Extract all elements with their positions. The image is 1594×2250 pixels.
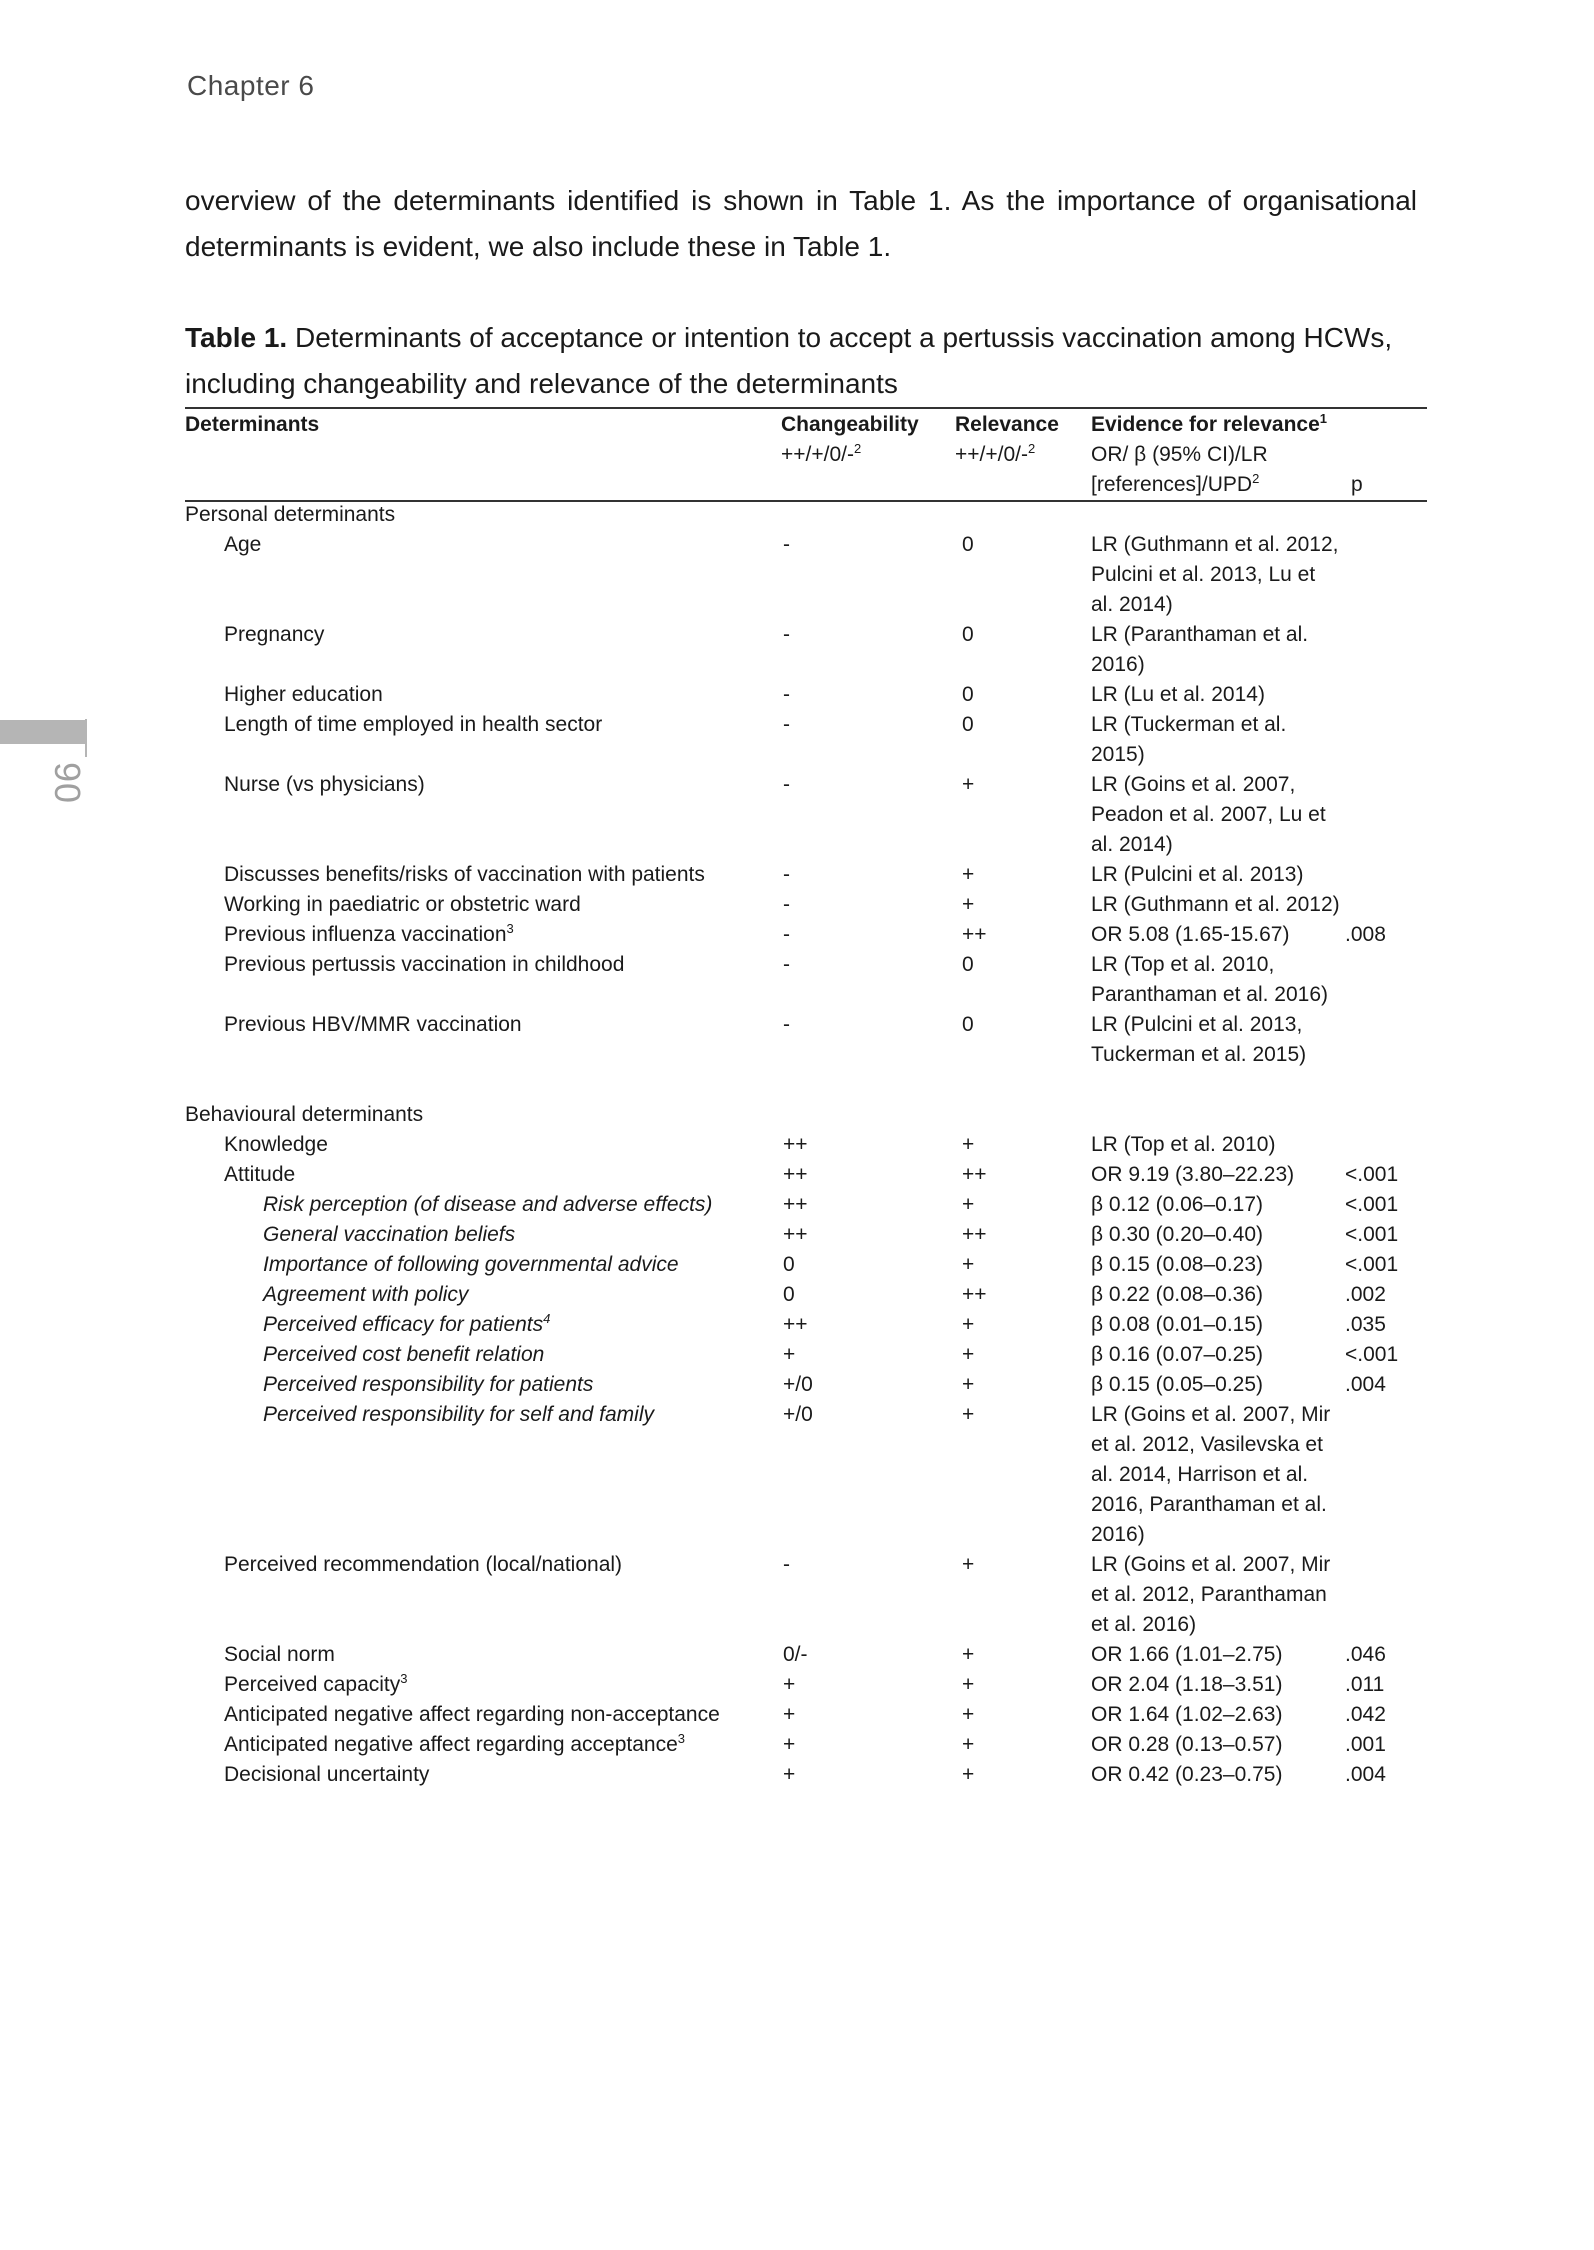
relevance-value: + [962, 1133, 975, 1156]
changeability-value: + [783, 1703, 796, 1726]
determinant-name-text: Discusses benefits/risks of vaccination with patients [224, 863, 705, 886]
determinant-name-text: Length of time employed in health sector [224, 713, 603, 736]
determinant-name-text: Nurse (vs physicians) [224, 773, 425, 796]
p-value [1341, 860, 1427, 890]
caption-label: Table 1. [185, 322, 288, 353]
determinant-name [185, 950, 781, 1010]
determinant-name [185, 860, 781, 890]
changeability-value: + [783, 1733, 796, 1756]
header-relevance-sup: 2 [1027, 441, 1036, 456]
table-row [185, 920, 1427, 950]
table-row [185, 710, 1427, 770]
determinants-table [185, 410, 1427, 1790]
table-top-rule [185, 407, 1427, 409]
changeability-value: - [783, 683, 790, 706]
table-row [185, 770, 1427, 860]
determinant-name-text: Perceived cost benefit relation [263, 1343, 545, 1366]
determinant-name [185, 1730, 781, 1760]
determinant-name-text: Knowledge [224, 1133, 328, 1156]
evidence-value: LR (Pulcini et al. 2013, Tuckerman et al. 2015) [1091, 1013, 1307, 1066]
p-value [1341, 770, 1427, 860]
p-value: .042 [1345, 1703, 1386, 1726]
p-value [1341, 680, 1427, 710]
relevance-value: ++ [962, 1283, 987, 1306]
relevance-value: + [962, 1343, 975, 1366]
header-evidence-label: Evidence for relevance [1091, 413, 1320, 436]
determinant-name-text: Pregnancy [224, 623, 325, 646]
intro-paragraph: overview of the determinants identified is shown in Table 1. As the importance of organisational determinants is evident, we also include these in Table 1. [185, 185, 1417, 262]
category-title: Personal determinants [185, 503, 396, 526]
evidence-value: β 0.15 (0.08–0.23) [1091, 1253, 1264, 1276]
p-value: .035 [1345, 1313, 1386, 1336]
p-value: <.001 [1345, 1223, 1399, 1246]
category-personal [185, 500, 1427, 530]
header-changeability-label: Changeability [781, 413, 919, 436]
table-row [185, 1340, 1427, 1370]
evidence-value: LR (Top et al. 2010) [1091, 1133, 1276, 1156]
header-evidence-sup: 1 [1319, 411, 1328, 426]
determinant-name [185, 1340, 781, 1370]
footnote-marker: 3 [677, 1731, 685, 1746]
page-tab-line [85, 719, 87, 757]
determinant-name-text: Perceived responsibility for patients [263, 1373, 594, 1396]
category-title: Behavioural determinants [185, 1103, 424, 1126]
table-row [185, 1190, 1427, 1220]
evidence-value: LR (Paranthaman et al. 2016) [1091, 623, 1309, 676]
determinant-name-text: Perceived responsibility for self and family [263, 1403, 655, 1426]
changeability-value: 0 [783, 1283, 795, 1306]
header-evidence-sub-wrap [1091, 440, 1427, 500]
table-row [185, 530, 1427, 620]
footnote-marker: 4 [543, 1311, 551, 1326]
footnote-marker: 3 [506, 921, 514, 936]
determinant-name [185, 1640, 781, 1670]
evidence-value: LR (Goins et al. 2007, Peadon et al. 2007, Lu et al. 2014) [1091, 773, 1326, 856]
table-row [185, 1310, 1427, 1340]
evidence-value: LR (Goins et al. 2007, Mir et al. 2012, Vasilevska et al. 2014, Harrison et al. 2016, Paranthaman et al. 2016) [1091, 1403, 1331, 1546]
table-row [185, 1730, 1427, 1760]
header-relevance-scale: ++/+/0/- [955, 443, 1028, 466]
p-value: .002 [1345, 1283, 1386, 1306]
relevance-value: + [962, 1553, 975, 1576]
determinant-name-text: Age [224, 533, 262, 556]
determinant-name [185, 1280, 781, 1310]
caption-text: Determinants of acceptance or intention to accept a pertussis vaccination among HCWs, including changeability and relevance of the determinants [185, 322, 1393, 399]
changeability-value: - [783, 893, 790, 916]
p-value [1341, 530, 1427, 620]
determinant-name [185, 1550, 781, 1640]
table-row [185, 950, 1427, 1010]
determinant-name-text: Importance of following governmental advice [263, 1253, 679, 1276]
page-tab-marker [0, 720, 87, 744]
p-value: .001 [1345, 1733, 1386, 1756]
determinant-name-text: Agreement with policy [263, 1283, 469, 1306]
determinant-name [185, 1160, 781, 1190]
evidence-value: LR (Guthmann et al. 2012) [1091, 893, 1340, 916]
determinant-name [185, 1400, 781, 1550]
relevance-value: ++ [962, 923, 987, 946]
table-row [185, 1670, 1427, 1700]
changeability-value: + [783, 1763, 796, 1786]
determinant-name-text: Previous pertussis vaccination in childhood [224, 953, 625, 976]
determinant-name [185, 770, 781, 860]
header-changeability-sup: 2 [853, 441, 862, 456]
table-header-row [185, 410, 1427, 500]
relevance-value: + [962, 773, 975, 796]
determinant-name-text: Social norm [224, 1643, 335, 1666]
table-row [185, 1220, 1427, 1250]
table-row [185, 890, 1427, 920]
page-number: 90 [47, 762, 88, 805]
determinant-name [185, 710, 781, 770]
p-value [1341, 1400, 1427, 1550]
spacer-row [185, 1070, 1427, 1100]
relevance-value: 0 [962, 533, 974, 556]
evidence-value: LR (Lu et al. 2014) [1091, 683, 1265, 706]
changeability-value: 0 [783, 1253, 795, 1276]
p-value: .008 [1345, 923, 1386, 946]
evidence-value: β 0.12 (0.06–0.17) [1091, 1193, 1264, 1216]
table-row [185, 1280, 1427, 1310]
relevance-value: + [962, 1763, 975, 1786]
changeability-value: - [783, 773, 790, 796]
determinant-name [185, 920, 781, 950]
table-row [185, 860, 1427, 890]
determinant-name [185, 1220, 781, 1250]
changeability-value: - [783, 533, 790, 556]
determinant-name [185, 1670, 781, 1700]
relevance-value: + [962, 1703, 975, 1726]
p-value [1341, 950, 1427, 1010]
changeability-value: + [783, 1343, 796, 1366]
p-value: <.001 [1345, 1253, 1399, 1276]
chapter-header: Chapter 6 [187, 70, 315, 101]
header-changeability [781, 410, 955, 500]
header-evidence-sub-sup: 2 [1252, 471, 1260, 486]
evidence-value: β 0.30 (0.20–0.40) [1091, 1223, 1264, 1246]
evidence-value: OR 9.19 (3.80–22.23) [1091, 1163, 1295, 1186]
evidence-value: OR 2.04 (1.18–3.51) [1091, 1673, 1283, 1696]
determinant-name [185, 1310, 781, 1340]
spacer-cell [185, 1070, 1427, 1100]
table-row [185, 1640, 1427, 1670]
determinant-name [185, 1760, 781, 1790]
determinant-name-text: Perceived efficacy for patients [263, 1313, 544, 1336]
changeability-value: ++ [783, 1133, 808, 1156]
evidence-value: β 0.16 (0.07–0.25) [1091, 1343, 1264, 1366]
relevance-value: + [962, 1313, 975, 1336]
relevance-value: 0 [962, 713, 974, 736]
header-evidence [1091, 410, 1427, 500]
header-determinants: Determinants [185, 413, 320, 436]
footnote-marker: 3 [400, 1671, 408, 1686]
table-row [185, 1400, 1427, 1550]
changeability-value: - [783, 713, 790, 736]
determinant-name-text: Previous HBV/MMR vaccination [224, 1013, 522, 1036]
determinant-name [185, 1130, 781, 1160]
evidence-value: OR 1.64 (1.02–2.63) [1091, 1703, 1283, 1726]
determinant-name [185, 1010, 781, 1070]
determinant-name-text: Perceived capacity [224, 1673, 401, 1696]
determinant-name-text: Working in paediatric or obstetric ward [224, 893, 581, 916]
table-row [185, 1370, 1427, 1400]
evidence-value: OR 5.08 (1.65-15.67) [1091, 923, 1290, 946]
table-row [185, 1010, 1427, 1070]
changeability-value: ++ [783, 1313, 808, 1336]
p-value: .011 [1345, 1673, 1385, 1696]
table-row [185, 1160, 1427, 1190]
changeability-value: - [783, 923, 790, 946]
determinant-name-text: Perceived recommendation (local/national) [224, 1553, 623, 1576]
determinant-name [185, 1700, 781, 1730]
category-behavioural [185, 1100, 1427, 1130]
changeability-value: ++ [783, 1193, 808, 1216]
header-changeability-scale: ++/+/0/- [781, 443, 854, 466]
relevance-value: + [962, 1673, 975, 1696]
p-value: .046 [1345, 1643, 1386, 1666]
p-value [1341, 1550, 1427, 1640]
determinant-name [185, 1250, 781, 1280]
relevance-value: ++ [962, 1163, 987, 1186]
determinant-name-text: Risk perception (of disease and adverse effects) [263, 1193, 713, 1216]
p-value: <.001 [1345, 1193, 1399, 1216]
determinant-name-text: Anticipated negative affect regarding non-acceptance [224, 1703, 720, 1726]
changeability-value: +/0 [783, 1373, 813, 1396]
relevance-value: + [962, 1253, 975, 1276]
determinant-name [185, 680, 781, 710]
header-relevance-label: Relevance [955, 413, 1059, 436]
changeability-value: 0/- [783, 1643, 808, 1666]
header-p: p [1351, 473, 1363, 496]
p-value [1341, 890, 1427, 920]
determinant-name-text: Attitude [224, 1163, 296, 1186]
header-evidence-sub [1091, 440, 1341, 500]
evidence-value: LR (Top et al. 2010, Paranthaman et al. 2016) [1091, 953, 1328, 1006]
relevance-value: + [962, 1643, 975, 1666]
evidence-value: β 0.08 (0.01–0.15) [1091, 1313, 1264, 1336]
evidence-value: OR 0.28 (0.13–0.57) [1091, 1733, 1283, 1756]
p-value: <.001 [1345, 1163, 1399, 1186]
table-row [185, 1760, 1427, 1790]
evidence-value: β 0.15 (0.05–0.25) [1091, 1373, 1264, 1396]
determinant-name-text: Previous influenza vaccination [224, 923, 507, 946]
evidence-value: OR 0.42 (0.23–0.75) [1091, 1763, 1283, 1786]
table-row [185, 680, 1427, 710]
table-row [185, 620, 1427, 680]
p-value [1341, 1130, 1427, 1160]
evidence-value: LR (Pulcini et al. 2013) [1091, 863, 1304, 886]
p-value [1341, 1010, 1427, 1070]
changeability-value: - [783, 623, 790, 646]
changeability-value: - [783, 863, 790, 886]
table-row [185, 1250, 1427, 1280]
determinant-name-text: Anticipated negative affect regarding acceptance [224, 1733, 678, 1756]
table-row [185, 1550, 1427, 1640]
p-value: .004 [1345, 1763, 1386, 1786]
determinant-name [185, 1370, 781, 1400]
determinant-name [185, 1190, 781, 1220]
relevance-value: + [962, 1193, 975, 1216]
table-row [185, 1130, 1427, 1160]
relevance-value: + [962, 863, 975, 886]
relevance-value: + [962, 1403, 975, 1426]
p-value: <.001 [1345, 1343, 1399, 1366]
determinant-name [185, 890, 781, 920]
table-caption [185, 315, 1417, 407]
changeability-value: - [783, 953, 790, 976]
changeability-value: + [783, 1673, 796, 1696]
determinant-name [185, 620, 781, 680]
determinant-name-text: Decisional uncertainty [224, 1763, 430, 1786]
p-value: .004 [1345, 1373, 1386, 1396]
table-row [185, 1700, 1427, 1730]
relevance-value: 0 [962, 683, 974, 706]
p-value [1341, 710, 1427, 770]
evidence-value: LR (Goins et al. 2007, Mir et al. 2012, Paranthaman et al. 2016) [1091, 1553, 1331, 1636]
determinant-name-text: General vaccination beliefs [263, 1223, 516, 1246]
p-value [1341, 620, 1427, 680]
evidence-value: LR (Guthmann et al. 2012, Pulcini et al. 2013, Lu et al. 2014) [1091, 533, 1339, 616]
changeability-value: ++ [783, 1223, 808, 1246]
relevance-value: + [962, 893, 975, 916]
changeability-value: - [783, 1553, 790, 1576]
relevance-value: + [962, 1733, 975, 1756]
header-relevance [955, 410, 1091, 500]
relevance-value: 0 [962, 1013, 974, 1036]
changeability-value: ++ [783, 1163, 808, 1186]
table-body [185, 500, 1427, 1790]
determinant-name [185, 530, 781, 620]
evidence-value: β 0.22 (0.08–0.36) [1091, 1283, 1264, 1306]
relevance-value: 0 [962, 953, 974, 976]
relevance-value: ++ [962, 1223, 987, 1246]
relevance-value: + [962, 1373, 975, 1396]
evidence-value: LR (Tuckerman et al. 2015) [1091, 713, 1287, 766]
relevance-value: 0 [962, 623, 974, 646]
changeability-value: +/0 [783, 1403, 813, 1426]
evidence-value: OR 1.66 (1.01–2.75) [1091, 1643, 1283, 1666]
changeability-value: - [783, 1013, 790, 1036]
determinant-name-text: Higher education [224, 683, 383, 706]
header-evidence-sub-text: OR/ β (95% CI)/LR [references]/UPD [1091, 443, 1268, 496]
